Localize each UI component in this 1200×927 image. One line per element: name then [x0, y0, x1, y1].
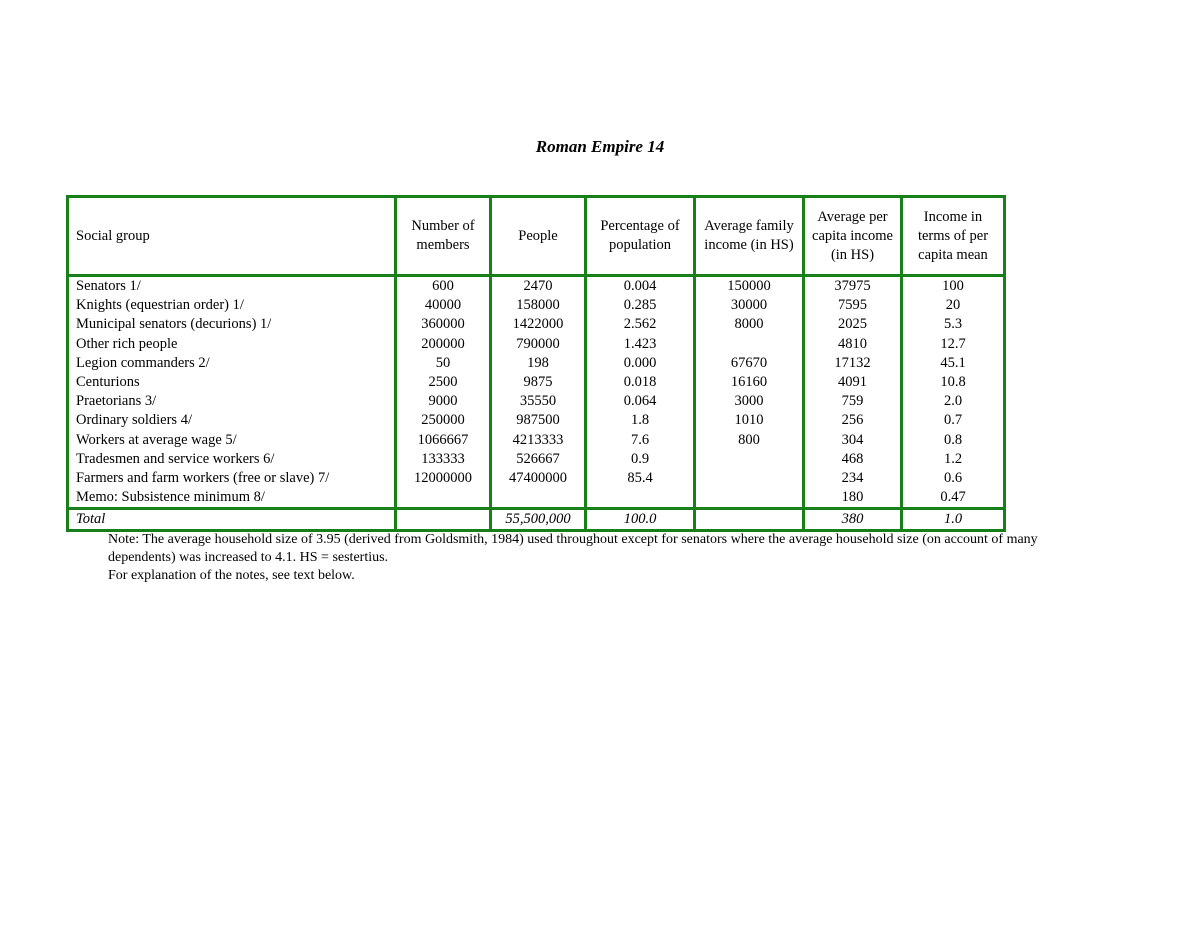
- table-row: [68, 373, 1005, 392]
- cell-people: 9875: [491, 373, 586, 392]
- cell-percentage: 1.423: [586, 335, 695, 354]
- cell-per-capita-income: 304: [804, 431, 902, 450]
- cell-number-of-members: 50: [396, 354, 491, 373]
- header-number-of-members: Number of members: [396, 197, 491, 276]
- table-row: [68, 488, 1005, 509]
- cell-number-of-members: 40000: [396, 296, 491, 315]
- header-average-per-capita-income: Average per capita income (in HS): [804, 197, 902, 276]
- cell-people: 4213333: [491, 431, 586, 450]
- cell-family-income: 30000: [695, 296, 804, 315]
- cell-percentage: 2.562: [586, 315, 695, 334]
- cell-family-income: 150000: [695, 276, 804, 297]
- cell-social-group: Praetorians 3/: [68, 392, 396, 411]
- cell-social-group: Centurions: [68, 373, 396, 392]
- page-title: Roman Empire 14: [535, 137, 665, 156]
- cell-number-of-members: 200000: [396, 335, 491, 354]
- note-household-size: Note: The average household size of 3.95 (derived from Goldsmith, 1984) used throughout except for senators where the average household size (on account of many dependents) was increased to 4.1. HS = sestertius.: [108, 532, 1038, 565]
- cell-relative-income: 0.8: [902, 431, 1005, 450]
- table-note: [108, 531, 1098, 585]
- cell-percentage: 0.004: [586, 276, 695, 297]
- table-row: [68, 431, 1005, 450]
- header-people: People: [491, 197, 586, 276]
- cell-social-group: Legion commanders 2/: [68, 354, 396, 373]
- cell-percentage: 1.8: [586, 411, 695, 430]
- cell-people: 790000: [491, 335, 586, 354]
- cell-percentage: 0.000: [586, 354, 695, 373]
- table-row: [68, 354, 1005, 373]
- cell-relative-income: 100: [902, 276, 1005, 297]
- header-income-relative-to-mean: Income in terms of per capita mean: [902, 197, 1005, 276]
- cell-family-income: [695, 450, 804, 469]
- cell-number-of-members: 9000: [396, 392, 491, 411]
- cell-per-capita-income: 234: [804, 469, 902, 488]
- table-row: [68, 335, 1005, 354]
- cell-social-group: Tradesmen and service workers 6/: [68, 450, 396, 469]
- cell-relative-income: 20: [902, 296, 1005, 315]
- cell-people: 35550: [491, 392, 586, 411]
- cell-people: 2470: [491, 276, 586, 297]
- table-row: [68, 276, 1005, 297]
- cell-family-income: 800: [695, 431, 804, 450]
- total-percentage: 100.0: [586, 509, 695, 531]
- cell-people: 47400000: [491, 469, 586, 488]
- cell-number-of-members: 12000000: [396, 469, 491, 488]
- cell-people: 987500: [491, 411, 586, 430]
- cell-social-group: Ordinary soldiers 4/: [68, 411, 396, 430]
- cell-relative-income: 45.1: [902, 354, 1005, 373]
- cell-per-capita-income: 256: [804, 411, 902, 430]
- total-people: 55,500,000: [491, 509, 586, 531]
- cell-percentage: 85.4: [586, 469, 695, 488]
- table-row: [68, 450, 1005, 469]
- cell-per-capita-income: 37975: [804, 276, 902, 297]
- cell-relative-income: 0.6: [902, 469, 1005, 488]
- cell-per-capita-income: 17132: [804, 354, 902, 373]
- cell-number-of-members: 600: [396, 276, 491, 297]
- cell-family-income: 16160: [695, 373, 804, 392]
- cell-per-capita-income: 468: [804, 450, 902, 469]
- cell-percentage: 7.6: [586, 431, 695, 450]
- cell-family-income: 3000: [695, 392, 804, 411]
- total-per-capita-income: 380: [804, 509, 902, 531]
- cell-number-of-members: 1066667: [396, 431, 491, 450]
- total-relative-income: 1.0: [902, 509, 1005, 531]
- cell-number-of-members: 360000: [396, 315, 491, 334]
- total-label: Total: [68, 509, 396, 531]
- table-row: [68, 296, 1005, 315]
- table-row: [68, 392, 1005, 411]
- table-header-row: [68, 197, 1005, 276]
- cell-percentage: 0.285: [586, 296, 695, 315]
- cell-social-group: Knights (equestrian order) 1/: [68, 296, 396, 315]
- cell-per-capita-income: 2025: [804, 315, 902, 334]
- cell-relative-income: 5.3: [902, 315, 1005, 334]
- cell-people: 526667: [491, 450, 586, 469]
- cell-number-of-members: [396, 488, 491, 509]
- income-table: [66, 195, 1006, 532]
- cell-people: 1422000: [491, 315, 586, 334]
- cell-relative-income: 1.2: [902, 450, 1005, 469]
- cell-per-capita-income: 4091: [804, 373, 902, 392]
- cell-per-capita-income: 180: [804, 488, 902, 509]
- header-average-family-income: Average family income (in HS): [695, 197, 804, 276]
- cell-relative-income: 12.7: [902, 335, 1005, 354]
- cell-family-income: 67670: [695, 354, 804, 373]
- cell-social-group: Memo: Subsistence minimum 8/: [68, 488, 396, 509]
- cell-family-income: 1010: [695, 411, 804, 430]
- cell-percentage: [586, 488, 695, 509]
- cell-family-income: [695, 469, 804, 488]
- cell-number-of-members: 250000: [396, 411, 491, 430]
- cell-number-of-members: 133333: [396, 450, 491, 469]
- table-body: [68, 276, 1005, 509]
- table-row: [68, 315, 1005, 334]
- cell-family-income: 8000: [695, 315, 804, 334]
- cell-percentage: 0.018: [586, 373, 695, 392]
- cell-social-group: Senators 1/: [68, 276, 396, 297]
- cell-relative-income: 10.8: [902, 373, 1005, 392]
- cell-people: 158000: [491, 296, 586, 315]
- cell-per-capita-income: 4810: [804, 335, 902, 354]
- cell-social-group: Workers at average wage 5/: [68, 431, 396, 450]
- cell-relative-income: 0.7: [902, 411, 1005, 430]
- cell-per-capita-income: 7595: [804, 296, 902, 315]
- cell-number-of-members: 2500: [396, 373, 491, 392]
- cell-social-group: Municipal senators (decurions) 1/: [68, 315, 396, 334]
- table-row: [68, 411, 1005, 430]
- cell-family-income: [695, 335, 804, 354]
- note-explanation: For explanation of the notes, see text below.: [108, 568, 355, 583]
- cell-social-group: Farmers and farm workers (free or slave) 7/: [68, 469, 396, 488]
- cell-social-group: Other rich people: [68, 335, 396, 354]
- cell-percentage: 0.064: [586, 392, 695, 411]
- header-social-group: Social group: [68, 197, 396, 276]
- total-members: [396, 509, 491, 531]
- cell-percentage: 0.9: [586, 450, 695, 469]
- cell-people: [491, 488, 586, 509]
- cell-relative-income: 2.0: [902, 392, 1005, 411]
- cell-people: 198: [491, 354, 586, 373]
- cell-family-income: [695, 488, 804, 509]
- total-family-income: [695, 509, 804, 531]
- table-row: [68, 469, 1005, 488]
- cell-per-capita-income: 759: [804, 392, 902, 411]
- header-percentage-of-population: Percentage of population: [586, 197, 695, 276]
- cell-relative-income: 0.47: [902, 488, 1005, 509]
- table-total-row: [68, 509, 1005, 531]
